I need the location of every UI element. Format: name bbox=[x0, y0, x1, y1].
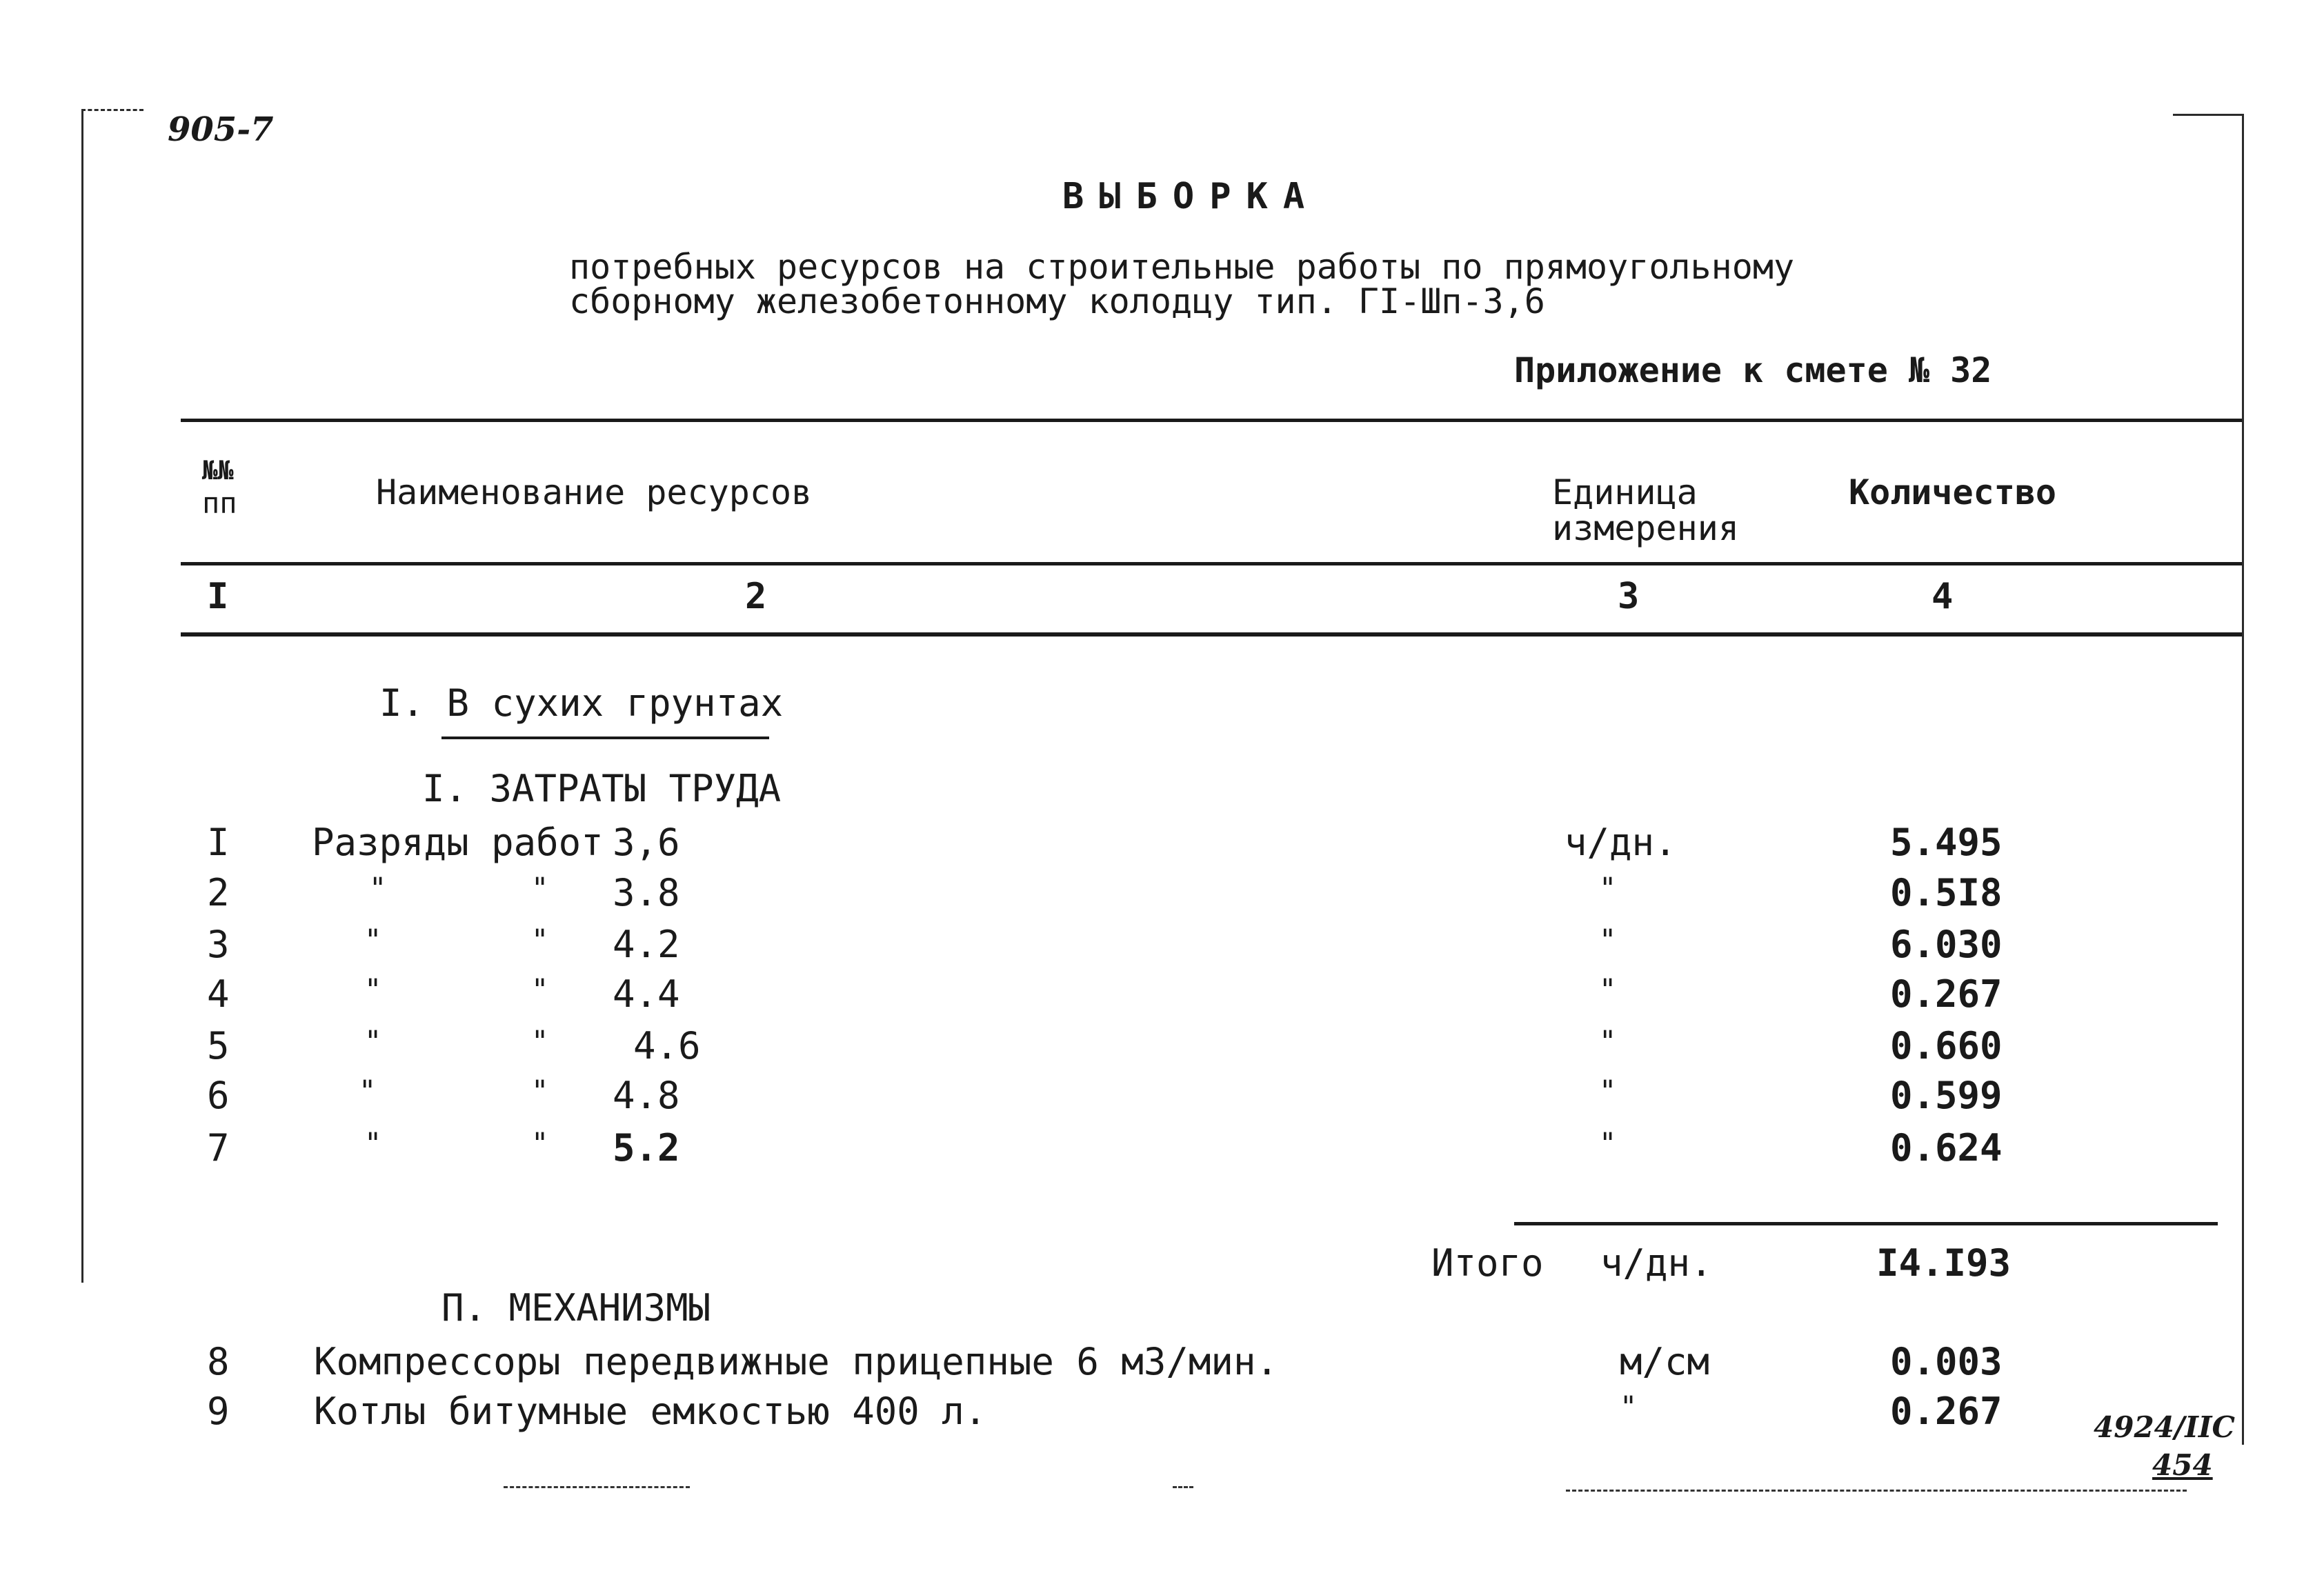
header-rule bbox=[181, 562, 2242, 565]
colnum-4: 4 bbox=[1931, 576, 1954, 617]
frame-top-left bbox=[81, 109, 143, 111]
ditto-mark: " bbox=[364, 1126, 382, 1160]
archive-stamp-line2: 454 bbox=[2152, 1448, 2213, 1482]
colnum-rule bbox=[181, 632, 2242, 637]
row-qty: 0.660 bbox=[1890, 1024, 2003, 1068]
row-grade: 5.2 bbox=[613, 1126, 680, 1170]
row-num: 3 bbox=[207, 923, 230, 966]
ditto-mark: " bbox=[531, 1074, 549, 1108]
row-unit: " bbox=[1599, 1126, 1617, 1160]
row-unit: " bbox=[1599, 972, 1617, 1006]
row-qty: 5.495 bbox=[1890, 821, 2003, 864]
ditto-mark: " bbox=[531, 1024, 549, 1058]
header-unit-line1: Единица bbox=[1552, 472, 1698, 512]
row-qty: 0.624 bbox=[1890, 1126, 2003, 1170]
row-name: Разряды работ bbox=[312, 821, 604, 864]
row-qty: 0.267 bbox=[1890, 972, 2003, 1016]
doc-title: ВЫБОРКА bbox=[1062, 176, 1320, 217]
row-grade: 4.6 bbox=[633, 1024, 701, 1068]
row-qty: 0.599 bbox=[1890, 1074, 2003, 1117]
row-grade: 3.8 bbox=[613, 871, 680, 914]
header-num-line2: пп bbox=[202, 486, 237, 520]
row-unit: м/см bbox=[1620, 1340, 1710, 1383]
subtitle-line-2: сборному железобетонному колодцу тип. ГI-Шп-3,6 bbox=[569, 281, 1545, 321]
colnum-3: 3 bbox=[1618, 576, 1640, 617]
row-num: 7 bbox=[207, 1126, 230, 1170]
ditto-mark: " bbox=[364, 972, 382, 1006]
section-title-underline bbox=[441, 737, 769, 739]
row-unit: ч/дн. bbox=[1565, 821, 1677, 864]
row-unit: " bbox=[1599, 923, 1617, 956]
header-name: Наименование ресурсов bbox=[376, 472, 813, 512]
row-num: 2 bbox=[207, 871, 230, 914]
frame-right bbox=[2242, 114, 2244, 1445]
subsection-labor: I. ЗАТРАТЫ ТРУДА bbox=[422, 767, 782, 810]
row-num: 8 bbox=[207, 1340, 230, 1383]
row-name: Компрессоры передвижные прицепные 6 м3/мин. bbox=[314, 1340, 1278, 1383]
bottom-dash-right bbox=[1566, 1490, 2187, 1492]
total-unit: ч/дн. bbox=[1600, 1241, 1713, 1285]
ditto-mark: " bbox=[531, 972, 549, 1006]
doc-code: 905-7 bbox=[168, 110, 274, 149]
ditto-mark: " bbox=[364, 923, 382, 956]
row-unit: " bbox=[1620, 1390, 1638, 1423]
row-name: Котлы битумные емкостью 400 л. bbox=[314, 1390, 987, 1433]
row-qty: 0.003 bbox=[1890, 1340, 2003, 1383]
row-qty: 0.5I8 bbox=[1890, 871, 2003, 914]
table-top-rule bbox=[181, 419, 2242, 422]
row-unit: " bbox=[1599, 871, 1617, 905]
ditto-mark: " bbox=[369, 871, 387, 905]
colnum-1: I bbox=[207, 576, 229, 617]
appendix-label: Приложение к смете № 32 bbox=[1514, 350, 1992, 390]
subsection-mech: П. МЕХАНИЗМЫ bbox=[441, 1286, 711, 1330]
header-unit-line2: измерения bbox=[1552, 508, 1739, 548]
total-qty: I4.I93 bbox=[1876, 1241, 2012, 1285]
row-qty: 6.030 bbox=[1890, 923, 2003, 966]
row-num: I bbox=[207, 821, 230, 864]
row-num: 6 bbox=[207, 1074, 230, 1117]
row-num: 9 bbox=[207, 1390, 230, 1433]
ditto-mark: " bbox=[359, 1074, 377, 1108]
total-label: Итого bbox=[1431, 1241, 1544, 1285]
row-num: 4 bbox=[207, 972, 230, 1016]
section-title: I. В сухих грунтах bbox=[379, 681, 784, 725]
bottom-dash-mid bbox=[1173, 1486, 1193, 1488]
row-qty: 0.267 bbox=[1890, 1390, 2003, 1433]
header-num-line1: №№ bbox=[202, 455, 234, 485]
ditto-mark: " bbox=[364, 1024, 382, 1058]
row-num: 5 bbox=[207, 1024, 230, 1068]
row-grade: 4.2 bbox=[613, 923, 680, 966]
total-rule bbox=[1514, 1222, 2218, 1225]
ditto-mark: " bbox=[531, 871, 549, 905]
row-unit: " bbox=[1599, 1074, 1617, 1108]
row-unit: " bbox=[1599, 1024, 1617, 1058]
row-grade: 3,6 bbox=[613, 821, 680, 864]
subtitle-line-1: потребных ресурсов на строительные работы по прямоугольному bbox=[569, 247, 1795, 287]
bottom-dash-left bbox=[504, 1486, 690, 1488]
archive-stamp-line1: 4924/IIС bbox=[2094, 1410, 2235, 1444]
colnum-2: 2 bbox=[745, 576, 767, 617]
ditto-mark: " bbox=[531, 923, 549, 956]
frame-top-right bbox=[2173, 114, 2242, 116]
ditto-mark: " bbox=[531, 1126, 549, 1160]
row-grade: 4.4 bbox=[613, 972, 680, 1016]
frame-left bbox=[81, 110, 83, 1283]
header-qty: Количество bbox=[1849, 472, 2057, 512]
row-grade: 4.8 bbox=[613, 1074, 680, 1117]
